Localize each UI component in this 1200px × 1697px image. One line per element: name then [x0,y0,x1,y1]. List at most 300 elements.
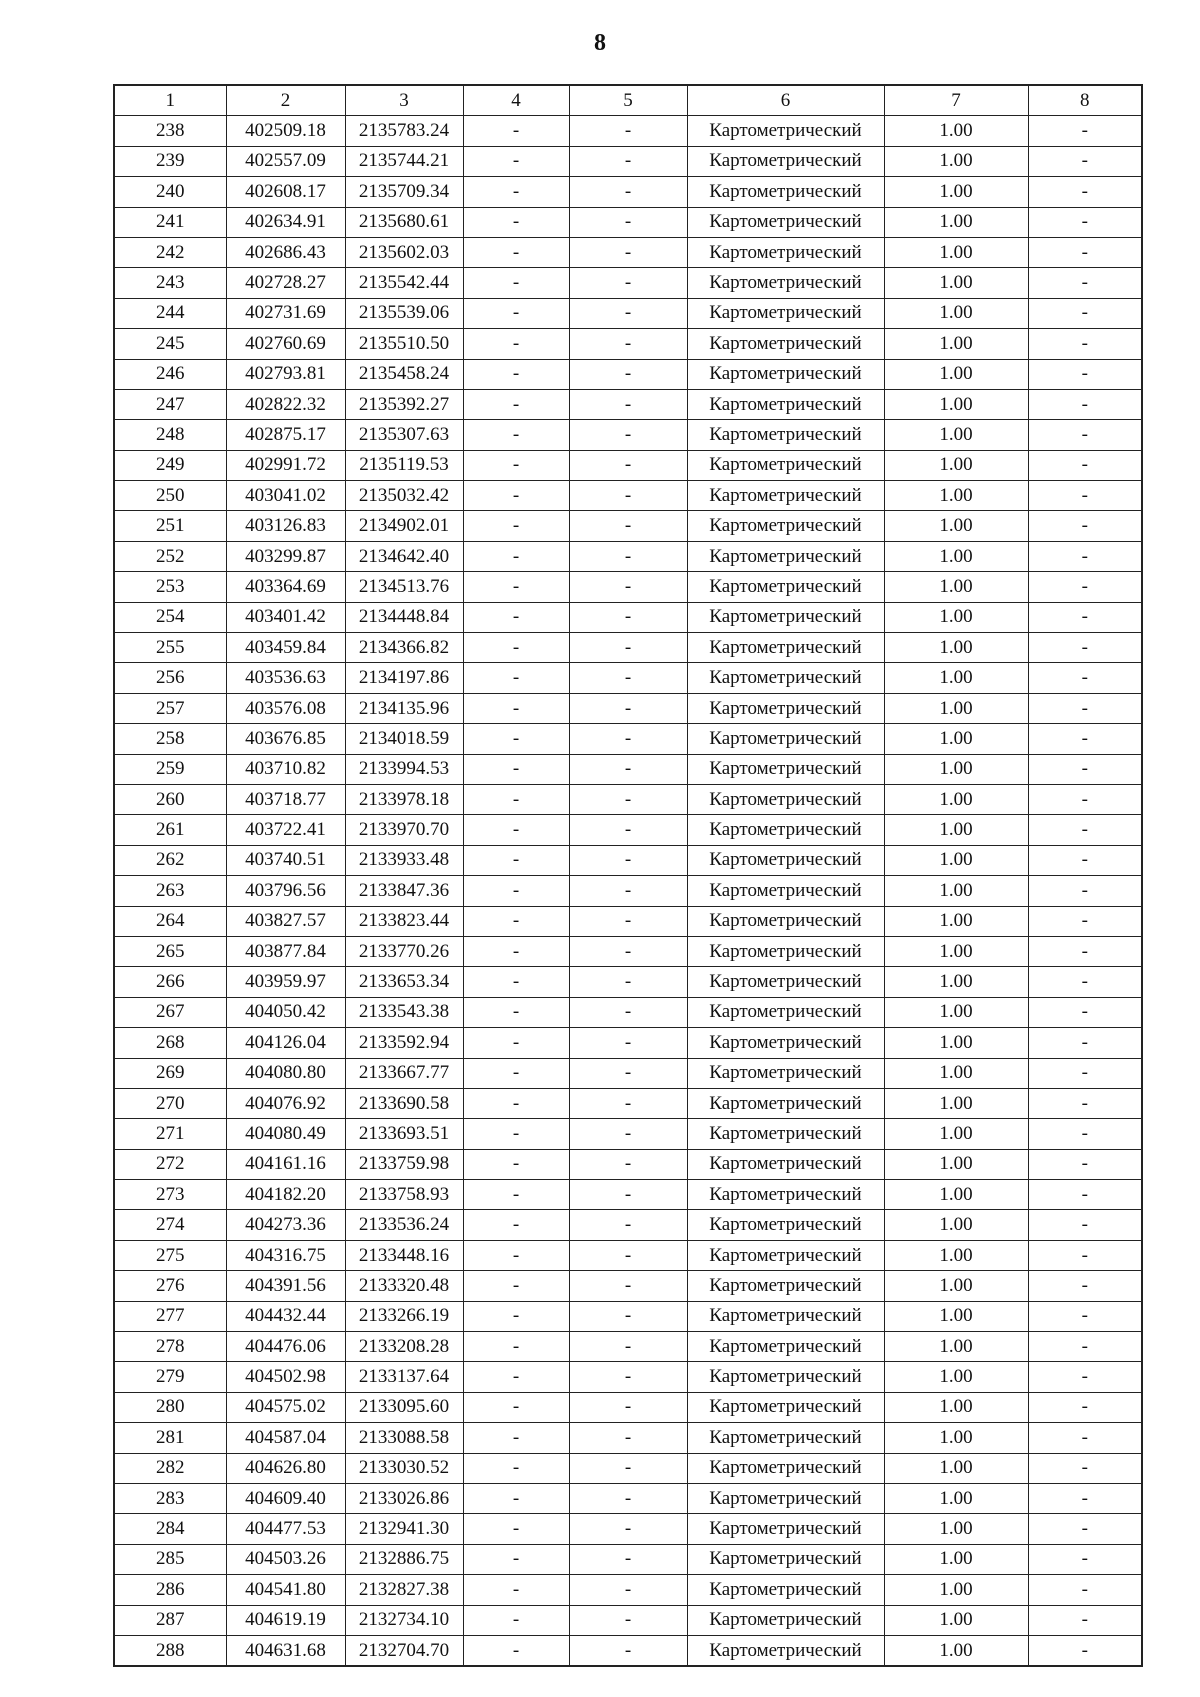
cell-accuracy: 1.00 [884,1149,1028,1179]
cell-col-8: - [1028,1088,1142,1118]
cell-coord-y: 2134513.76 [345,572,463,602]
cell-method: Картометрический [687,1575,884,1605]
cell-coord-x: 404050.42 [226,997,345,1027]
cell-col-4: - [463,815,569,845]
table-row [114,1119,1142,1149]
cell-coord-y: 2133137.64 [345,1362,463,1392]
cell-coord-y: 2133095.60 [345,1392,463,1422]
table-row [114,815,1142,845]
cell-point-number: 261 [114,815,226,845]
cell-coord-y: 2135119.53 [345,450,463,480]
cell-col-5: - [569,1332,687,1362]
cell-col-8: - [1028,450,1142,480]
cell-accuracy: 1.00 [884,906,1028,936]
cell-coord-y: 2135458.24 [345,359,463,389]
cell-col-4: - [463,1483,569,1513]
cell-coord-y: 2133320.48 [345,1271,463,1301]
cell-coord-x: 404541.80 [226,1575,345,1605]
table-row [114,967,1142,997]
cell-method: Картометрический [687,1544,884,1574]
cell-point-number: 285 [114,1544,226,1574]
cell-point-number: 254 [114,602,226,632]
cell-point-number: 240 [114,177,226,207]
cell-accuracy: 1.00 [884,633,1028,663]
cell-method: Картометрический [687,1149,884,1179]
cell-col-8: - [1028,511,1142,541]
cell-col-4: - [463,1453,569,1483]
cell-coord-x: 403718.77 [226,784,345,814]
cell-col-5: - [569,268,687,298]
cell-col-5: - [569,754,687,784]
cell-coord-y: 2135307.63 [345,420,463,450]
cell-point-number: 276 [114,1271,226,1301]
cell-col-4: - [463,1362,569,1392]
cell-method: Картометрический [687,1453,884,1483]
cell-coord-x: 403459.84 [226,633,345,663]
cell-col-8: - [1028,1544,1142,1574]
cell-method: Картометрический [687,1088,884,1118]
cell-col-4: - [463,1058,569,1088]
cell-coord-x: 404503.26 [226,1544,345,1574]
cell-accuracy: 1.00 [884,876,1028,906]
cell-method: Картометрический [687,541,884,571]
cell-method: Картометрический [687,1271,884,1301]
cell-accuracy: 1.00 [884,1544,1028,1574]
table-row [114,207,1142,237]
table-row [114,511,1142,541]
cell-coord-x: 402731.69 [226,298,345,328]
cell-point-number: 272 [114,1149,226,1179]
cell-coord-y: 2135602.03 [345,237,463,267]
cell-accuracy: 1.00 [884,1392,1028,1422]
cell-coord-y: 2133770.26 [345,936,463,966]
cell-coord-y: 2133088.58 [345,1423,463,1453]
cell-col-8: - [1028,1301,1142,1331]
cell-coord-x: 403364.69 [226,572,345,602]
cell-col-5: - [569,906,687,936]
cell-coord-y: 2135680.61 [345,207,463,237]
cell-col-4: - [463,1635,569,1666]
cell-col-5: - [569,177,687,207]
cell-coord-y: 2135539.06 [345,298,463,328]
cell-coord-y: 2134135.96 [345,693,463,723]
cell-col-8: - [1028,1575,1142,1605]
cell-accuracy: 1.00 [884,207,1028,237]
cell-coord-y: 2133208.28 [345,1332,463,1362]
cell-accuracy: 1.00 [884,1514,1028,1544]
table-row [114,298,1142,328]
cell-accuracy: 1.00 [884,541,1028,571]
cell-accuracy: 1.00 [884,146,1028,176]
cell-point-number: 245 [114,329,226,359]
cell-col-8: - [1028,663,1142,693]
cell-coord-x: 403877.84 [226,936,345,966]
table-row [114,633,1142,663]
cell-method: Картометрический [687,663,884,693]
table-row [114,1514,1142,1544]
cell-method: Картометрический [687,1301,884,1331]
cell-coord-x: 404126.04 [226,1028,345,1058]
cell-point-number: 256 [114,663,226,693]
cell-point-number: 280 [114,1392,226,1422]
table-row [114,1423,1142,1453]
cell-col-5: - [569,1271,687,1301]
cell-col-4: - [463,1180,569,1210]
table-row [114,146,1142,176]
cell-accuracy: 1.00 [884,1362,1028,1392]
cell-col-5: - [569,1544,687,1574]
column-header-4: 4 [463,85,569,116]
cell-coord-x: 402793.81 [226,359,345,389]
cell-method: Картометрический [687,116,884,146]
cell-accuracy: 1.00 [884,389,1028,419]
cell-method: Картометрический [687,1423,884,1453]
cell-coord-x: 403126.83 [226,511,345,541]
cell-coord-y: 2133978.18 [345,784,463,814]
cell-col-5: - [569,663,687,693]
cell-point-number: 267 [114,997,226,1027]
cell-col-4: - [463,1301,569,1331]
cell-coord-x: 403710.82 [226,754,345,784]
cell-coord-x: 404631.68 [226,1635,345,1666]
cell-method: Картометрический [687,815,884,845]
cell-coord-x: 402991.72 [226,450,345,480]
cell-col-5: - [569,1088,687,1118]
cell-coord-x: 404619.19 [226,1605,345,1635]
cell-method: Картометрический [687,1514,884,1544]
cell-col-4: - [463,1088,569,1118]
table-body [114,116,1142,1666]
cell-method: Картометрический [687,906,884,936]
cell-col-5: - [569,450,687,480]
cell-point-number: 286 [114,1575,226,1605]
cell-col-8: - [1028,1058,1142,1088]
cell-col-5: - [569,997,687,1027]
cell-point-number: 250 [114,481,226,511]
cell-accuracy: 1.00 [884,511,1028,541]
cell-col-4: - [463,1544,569,1574]
cell-col-5: - [569,481,687,511]
cell-col-8: - [1028,1271,1142,1301]
cell-method: Картометрический [687,724,884,754]
cell-col-8: - [1028,1423,1142,1453]
cell-coord-x: 404477.53 [226,1514,345,1544]
cell-coord-x: 404609.40 [226,1483,345,1513]
cell-col-8: - [1028,1453,1142,1483]
cell-coord-x: 403576.08 [226,693,345,723]
cell-col-5: - [569,845,687,875]
table-row [114,876,1142,906]
cell-col-8: - [1028,815,1142,845]
cell-accuracy: 1.00 [884,1483,1028,1513]
table-header-row [114,85,1142,116]
cell-method: Картометрический [687,693,884,723]
table-row [114,1635,1142,1666]
cell-method: Картометрический [687,237,884,267]
cell-coord-y: 2133543.38 [345,997,463,1027]
cell-coord-x: 402634.91 [226,207,345,237]
cell-coord-x: 402728.27 [226,268,345,298]
column-header-1: 1 [114,85,226,116]
cell-col-4: - [463,967,569,997]
cell-col-5: - [569,724,687,754]
cell-accuracy: 1.00 [884,936,1028,966]
cell-coord-x: 402557.09 [226,146,345,176]
cell-accuracy: 1.00 [884,1271,1028,1301]
cell-col-4: - [463,116,569,146]
cell-accuracy: 1.00 [884,602,1028,632]
cell-col-8: - [1028,845,1142,875]
cell-accuracy: 1.00 [884,1635,1028,1666]
cell-method: Картометрический [687,1392,884,1422]
cell-col-5: - [569,359,687,389]
cell-accuracy: 1.00 [884,815,1028,845]
cell-point-number: 252 [114,541,226,571]
cell-col-5: - [569,116,687,146]
cell-col-8: - [1028,1332,1142,1362]
column-header-5: 5 [569,85,687,116]
table-row [114,1180,1142,1210]
cell-point-number: 275 [114,1240,226,1270]
cell-point-number: 265 [114,936,226,966]
cell-method: Картометрический [687,633,884,663]
cell-point-number: 244 [114,298,226,328]
cell-col-8: - [1028,207,1142,237]
cell-method: Картометрический [687,1028,884,1058]
cell-col-4: - [463,845,569,875]
cell-col-8: - [1028,298,1142,328]
cell-coord-x: 404432.44 [226,1301,345,1331]
cell-accuracy: 1.00 [884,1119,1028,1149]
cell-point-number: 273 [114,1180,226,1210]
cell-coord-x: 402875.17 [226,420,345,450]
table-row [114,1210,1142,1240]
cell-col-4: - [463,1332,569,1362]
cell-col-5: - [569,815,687,845]
cell-col-4: - [463,784,569,814]
cell-coord-x: 404502.98 [226,1362,345,1392]
cell-coord-x: 404587.04 [226,1423,345,1453]
cell-col-4: - [463,1210,569,1240]
cell-method: Картометрический [687,1119,884,1149]
cell-col-5: - [569,1605,687,1635]
cell-col-4: - [463,936,569,966]
table-row [114,450,1142,480]
cell-point-number: 268 [114,1028,226,1058]
cell-col-5: - [569,602,687,632]
cell-col-4: - [463,876,569,906]
cell-col-8: - [1028,177,1142,207]
cell-col-5: - [569,1575,687,1605]
cell-col-8: - [1028,633,1142,663]
cell-coord-y: 2132941.30 [345,1514,463,1544]
table-row [114,602,1142,632]
table-row [114,906,1142,936]
page-number: 8 [594,30,606,56]
cell-coord-y: 2133592.94 [345,1028,463,1058]
cell-col-4: - [463,298,569,328]
cell-accuracy: 1.00 [884,1088,1028,1118]
cell-coord-y: 2132734.10 [345,1605,463,1635]
cell-col-5: - [569,146,687,176]
table-row [114,663,1142,693]
cell-coord-y: 2133690.58 [345,1088,463,1118]
cell-method: Картометрический [687,936,884,966]
cell-col-8: - [1028,1362,1142,1392]
table-row [114,116,1142,146]
cell-coord-y: 2133266.19 [345,1301,463,1331]
cell-accuracy: 1.00 [884,967,1028,997]
cell-col-5: - [569,967,687,997]
cell-accuracy: 1.00 [884,481,1028,511]
table-row [114,1392,1142,1422]
cell-col-4: - [463,1392,569,1422]
table-row [114,1240,1142,1270]
cell-col-8: - [1028,1180,1142,1210]
cell-col-4: - [463,1119,569,1149]
cell-col-4: - [463,1423,569,1453]
cell-coord-x: 403536.63 [226,663,345,693]
cell-accuracy: 1.00 [884,268,1028,298]
cell-col-4: - [463,1028,569,1058]
cell-point-number: 263 [114,876,226,906]
cell-point-number: 278 [114,1332,226,1362]
cell-col-5: - [569,693,687,723]
cell-col-5: - [569,1028,687,1058]
cell-col-5: - [569,237,687,267]
table-row [114,1088,1142,1118]
table-row [114,1028,1142,1058]
cell-coord-y: 2133536.24 [345,1210,463,1240]
cell-method: Картометрический [687,1635,884,1666]
table-row [114,1575,1142,1605]
cell-method: Картометрический [687,481,884,511]
table-row [114,845,1142,875]
table-row [114,1544,1142,1574]
cell-point-number: 257 [114,693,226,723]
cell-col-4: - [463,481,569,511]
cell-point-number: 260 [114,784,226,814]
cell-col-8: - [1028,329,1142,359]
table-row [114,177,1142,207]
cell-method: Картометрический [687,146,884,176]
cell-col-4: - [463,146,569,176]
cell-coord-x: 403740.51 [226,845,345,875]
cell-col-4: - [463,663,569,693]
cell-coord-y: 2135392.27 [345,389,463,419]
cell-accuracy: 1.00 [884,693,1028,723]
cell-accuracy: 1.00 [884,1605,1028,1635]
cell-col-8: - [1028,754,1142,784]
cell-col-8: - [1028,724,1142,754]
cell-coord-x: 402822.32 [226,389,345,419]
cell-method: Картометрический [687,1210,884,1240]
cell-coord-y: 2133026.86 [345,1483,463,1513]
cell-col-4: - [463,724,569,754]
cell-col-4: - [463,389,569,419]
column-header-8: 8 [1028,85,1142,116]
cell-method: Картометрический [687,1605,884,1635]
cell-col-8: - [1028,997,1142,1027]
cell-point-number: 247 [114,389,226,419]
cell-col-5: - [569,936,687,966]
table-row [114,936,1142,966]
cell-col-5: - [569,1180,687,1210]
cell-col-8: - [1028,876,1142,906]
cell-col-5: - [569,207,687,237]
cell-col-4: - [463,420,569,450]
cell-col-4: - [463,693,569,723]
table-row [114,420,1142,450]
cell-coord-y: 2134902.01 [345,511,463,541]
cell-accuracy: 1.00 [884,1453,1028,1483]
cell-accuracy: 1.00 [884,420,1028,450]
cell-col-4: - [463,997,569,1027]
cell-col-8: - [1028,389,1142,419]
cell-coord-x: 404626.80 [226,1453,345,1483]
cell-point-number: 243 [114,268,226,298]
table-row [114,359,1142,389]
cell-col-4: - [463,511,569,541]
cell-coord-x: 404273.36 [226,1210,345,1240]
cell-coord-x: 402686.43 [226,237,345,267]
cell-coord-y: 2134018.59 [345,724,463,754]
cell-method: Картометрический [687,329,884,359]
cell-accuracy: 1.00 [884,845,1028,875]
cell-col-8: - [1028,1392,1142,1422]
cell-coord-y: 2133448.16 [345,1240,463,1270]
cell-method: Картометрический [687,389,884,419]
table-row [114,1058,1142,1088]
cell-col-4: - [463,207,569,237]
cell-col-8: - [1028,359,1142,389]
table-row [114,541,1142,571]
cell-coord-x: 402760.69 [226,329,345,359]
cell-point-number: 279 [114,1362,226,1392]
cell-col-5: - [569,1483,687,1513]
cell-col-8: - [1028,936,1142,966]
cell-method: Картометрический [687,1058,884,1088]
cell-coord-x: 402608.17 [226,177,345,207]
cell-method: Картометрический [687,754,884,784]
cell-col-5: - [569,1514,687,1544]
table-row [114,268,1142,298]
cell-col-5: - [569,511,687,541]
cell-accuracy: 1.00 [884,997,1028,1027]
cell-point-number: 270 [114,1088,226,1118]
cell-point-number: 248 [114,420,226,450]
cell-col-5: - [569,784,687,814]
cell-col-8: - [1028,602,1142,632]
cell-col-8: - [1028,1514,1142,1544]
cell-col-8: - [1028,1605,1142,1635]
cell-col-4: - [463,1240,569,1270]
table-row [114,1483,1142,1513]
cell-col-8: - [1028,116,1142,146]
table-row [114,724,1142,754]
cell-coord-y: 2134197.86 [345,663,463,693]
cell-point-number: 282 [114,1453,226,1483]
cell-coord-x: 404182.20 [226,1180,345,1210]
cell-col-4: - [463,1149,569,1179]
column-header-3: 3 [345,85,463,116]
table-row [114,572,1142,602]
cell-accuracy: 1.00 [884,572,1028,602]
cell-coord-x: 403959.97 [226,967,345,997]
cell-accuracy: 1.00 [884,1575,1028,1605]
cell-point-number: 283 [114,1483,226,1513]
cell-coord-x: 404316.75 [226,1240,345,1270]
